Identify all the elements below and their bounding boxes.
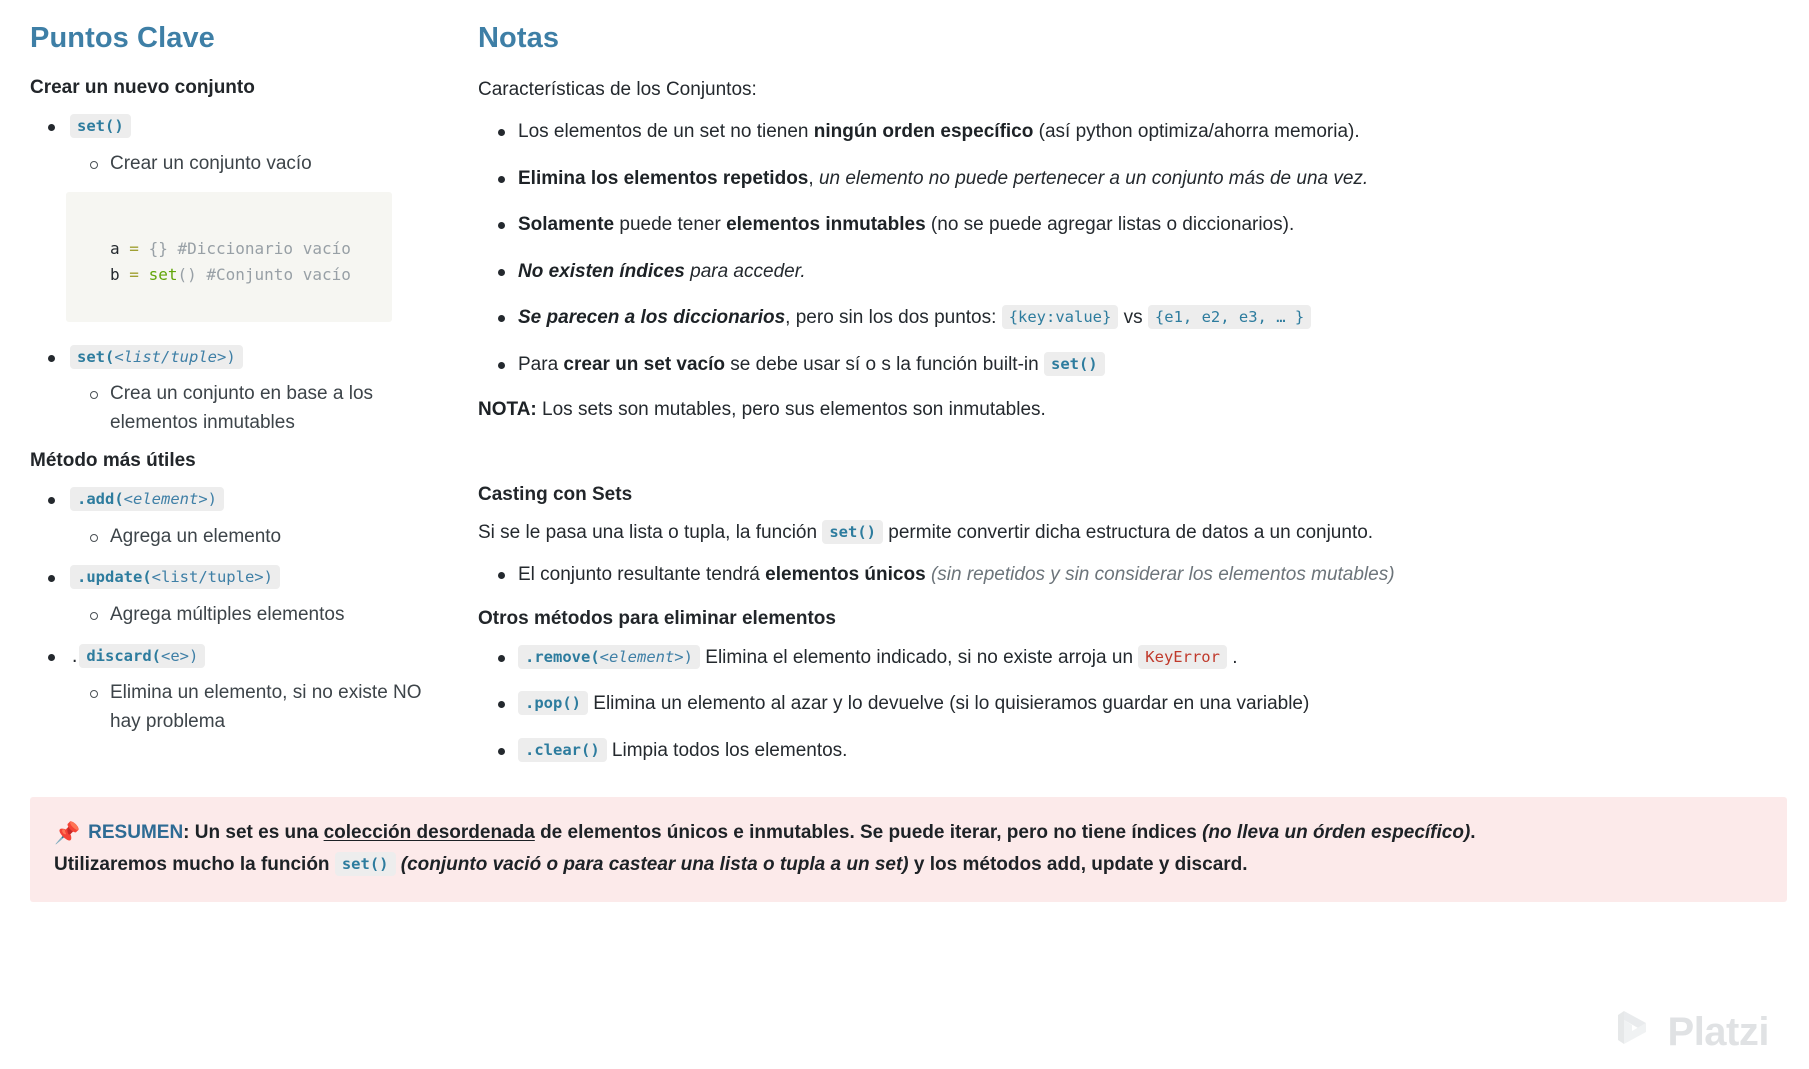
code-chip-pop: .pop() (518, 691, 588, 715)
text-italic: un elemento no puede pertenecer a un conjunto más de una vez. (818, 167, 1369, 189)
page-title-puntos-clave: Puntos Clave (30, 22, 215, 54)
text: (no se puede agregar listas o diccionarios). (925, 214, 1295, 236)
list-item (478, 351, 1779, 379)
sublist (70, 380, 450, 437)
text-bold: y los métodos add, update y discard. (908, 854, 1248, 876)
resumen-line-1 (54, 817, 1761, 850)
text: puede tener (614, 214, 727, 236)
text-bold: ningún orden específico (813, 120, 1034, 142)
list-item (478, 118, 1779, 146)
list-metodos (30, 486, 450, 736)
text-bold: elementos únicos (765, 564, 926, 586)
list-item (478, 690, 1779, 718)
right-column (450, 22, 1779, 783)
nota-text: Los sets son mutables, pero sus elementos son inmutables. (536, 399, 1046, 421)
list-item (30, 113, 450, 178)
code-chip-set-list-tuple: set(<list/tuple>) (70, 345, 243, 369)
text-bold: Solamente (518, 214, 615, 236)
code-chip-set-builtin: set() (1044, 352, 1105, 376)
pushpin-icon: 📌 (54, 822, 81, 845)
list-caracteristicas (478, 118, 1779, 378)
code-chip-set: set() (70, 114, 131, 138)
code-comment-1: #Diccionario vacío (177, 239, 351, 259)
heading-otros-metodos: Otros métodos para eliminar elementos (478, 607, 836, 629)
list-item (478, 211, 1779, 239)
list-casting (478, 561, 1779, 589)
text: : (183, 822, 195, 843)
text: Elimina el elemento indicado, si no existe arroja un (700, 646, 1139, 668)
text-bold: Utilizaremos mucho la función (54, 854, 335, 876)
nota-line (478, 397, 1779, 424)
text-bold-italic: No existen índices (518, 260, 685, 282)
code-chip-clear: .clear() (518, 738, 607, 762)
list-item: Elimina un elemento, si no existe NO hay problema (70, 679, 450, 736)
code-block-conjunto-vacio (66, 192, 392, 322)
code-comment-2: #Conjunto vacío (206, 264, 351, 284)
nota-label: NOTA: (478, 399, 537, 421)
list-otros-metodos (478, 644, 1779, 765)
heading-caracteristicas: Características de los Conjuntos: (478, 79, 757, 100)
heading-casting-con-sets: Casting con Sets (478, 484, 633, 506)
code-chip-set-elements: {e1, e2, e3, … } (1148, 305, 1311, 329)
text-italic: (sin repetidos y sin considerar (925, 564, 1184, 586)
code-fn-set: set (148, 264, 178, 284)
text: Si se le pasa una lista o tupla, la función (478, 522, 823, 544)
list-item (30, 486, 450, 551)
code-braces: {} (148, 239, 168, 259)
page-title-notas: Notas (478, 22, 560, 54)
list-item (30, 564, 450, 629)
leading-dot: . (70, 647, 80, 666)
text-bold: de elementos únicos e inmutables. Se puede iterar, pero no tiene índices (534, 822, 1203, 843)
list-item (478, 644, 1779, 672)
left-column (30, 22, 450, 749)
text-bold: Elimina los elementos repetidos (518, 167, 809, 189)
resumen-label: RESUMEN (88, 822, 184, 843)
code-chip-remove: .remove(<element>) (518, 645, 700, 669)
text: Elimina un elemento al azar y lo devuelve (si lo quisieramos guardar en una variable) (588, 693, 1310, 715)
code-chip-add: .add(<element>) (70, 487, 224, 511)
text-bold: Un set es una (194, 822, 324, 843)
list-item: Agrega múltiples elementos (70, 601, 450, 630)
sublist (70, 601, 450, 630)
code-var-b: b (110, 264, 120, 284)
list-set-list-tuple (30, 344, 450, 438)
two-column-layout (30, 22, 1779, 783)
code-chip-discard: discard(<e>) (79, 644, 205, 668)
text: Para (518, 353, 564, 375)
heading-metodos-mas-utiles: Método más útiles (30, 450, 196, 472)
list-item (30, 344, 450, 438)
list-item (478, 561, 1779, 589)
resumen-callout (30, 797, 1787, 902)
list-item (30, 643, 450, 737)
text: . (1226, 646, 1238, 668)
platzi-watermark (1616, 1009, 1769, 1055)
code-op-eq-1: = (129, 239, 139, 259)
platzi-logo-icon (1616, 1009, 1656, 1055)
text: permite convertir dicha estructura de datos a un conjunto. (883, 522, 1374, 544)
code-chip-update: .update(<list/tuple>) (70, 565, 280, 589)
list-crear-conjunto (30, 113, 450, 178)
code-chip-set-resumen: set() (335, 852, 396, 876)
list-item (478, 165, 1779, 193)
resumen-line-2 (54, 850, 1761, 880)
list-item (478, 258, 1779, 286)
heading-crear-nuevo-conjunto: Crear un nuevo conjunto (30, 77, 255, 98)
text: , pero sin los dos puntos: (785, 307, 1002, 329)
sublist (70, 523, 450, 552)
text-bold: crear un set vacío (563, 353, 726, 375)
text-bold-italic: (conjunto vació o para castear una lista o tupla a un set) (395, 854, 909, 876)
sublist (70, 679, 450, 736)
text-bold: elementos inmutables (726, 214, 926, 236)
list-item: Crea un conjunto en base a los elementos inmutables (70, 380, 450, 437)
platzi-wordmark: Platzi (1667, 1009, 1769, 1054)
list-item: Crear un conjunto vacío (70, 150, 450, 179)
casting-paragraph (478, 520, 1779, 547)
text: . (1470, 822, 1476, 843)
text-italic: para acceder. (684, 260, 806, 282)
text: Los elementos de un set no tienen (518, 120, 814, 142)
text: se debe usar sí o s la función built-in (725, 353, 1044, 375)
list-item (478, 737, 1779, 765)
text: El conjunto resultante tendrá (518, 564, 766, 586)
text: los elementos mutables) (1183, 564, 1395, 586)
code-chip-set-casting: set() (822, 520, 883, 544)
text-bold-italic: Se parecen a los diccionarios (518, 307, 786, 329)
text: (así python optimiza/ahorra memoria). (1033, 120, 1360, 142)
text: , (808, 167, 819, 189)
sublist (70, 150, 450, 179)
list-item (478, 304, 1779, 332)
code-parens: () (177, 264, 197, 284)
code-chip-key-value: {key:value} (1002, 305, 1119, 329)
code-chip-keyerror: KeyError (1138, 645, 1227, 669)
list-item: Agrega un elemento (70, 523, 450, 552)
code-op-eq-2: = (129, 264, 139, 284)
text-bold-italic: (no lleva un órden específico) (1202, 822, 1471, 843)
code-var-a: a (110, 239, 120, 259)
text: vs (1118, 307, 1148, 329)
text: Limpia todos los elementos. (606, 739, 848, 761)
text-underline: colección desordenada (323, 822, 535, 843)
